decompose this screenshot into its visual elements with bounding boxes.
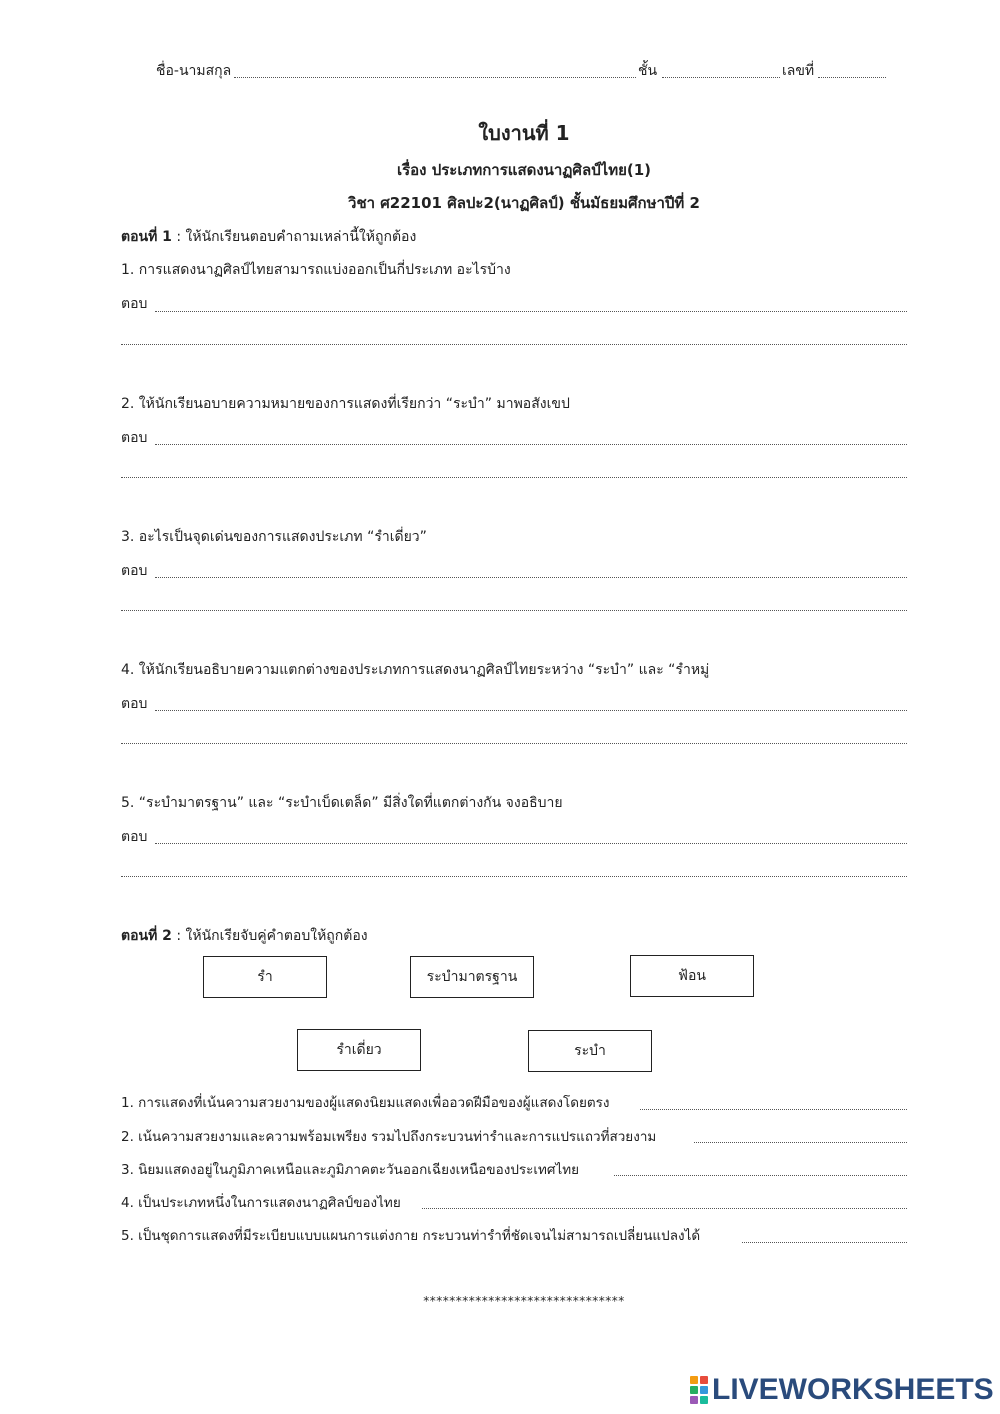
class-label: ชั้น	[638, 63, 658, 79]
choice-box-fon[interactable]: ฟ้อน	[630, 955, 754, 997]
answer-label-5: ตอบ	[121, 829, 148, 845]
name-label: ชื่อ-นามสกุล	[156, 63, 232, 79]
answer-field-4b[interactable]	[121, 743, 907, 744]
match-item-2: 2. เน้นความสวยงามและความพร้อมเพรียง รวมไปถึงกระบวนท่ารำและการแปรแถวที่สวยงาม	[121, 1129, 657, 1145]
logo-mark-icon	[690, 1376, 708, 1404]
answer-field-3a[interactable]	[155, 577, 907, 578]
match-item-3: 3. นิยมแสดงอยู่ในภูมิภาคเหนือและภูมิภาคตะวันออกเฉียงเหนือของประเทศไทย	[121, 1162, 580, 1178]
choice-box-ram[interactable]: รำ	[203, 956, 327, 998]
match-item-5: 5. เป็นชุดการแสดงที่มีระเบียบแบบแผนการแต่งกาย กระบวนท่ารำที่ชัดเจนไม่สามารถเปลี่ยนแปลงได้	[121, 1228, 701, 1244]
match-answer-1[interactable]	[640, 1109, 907, 1110]
course-title: วิชา ศ22101 ศิลปะ2(นาฏศิลป์) ชั้นมัธยมศึกษาปีที่ 2	[348, 194, 700, 212]
answer-label-1: ตอบ	[121, 296, 148, 312]
part2-instruction-text: : ให้นักเรียจับคู่คำตอบให้ถูกต้อง	[171, 928, 368, 944]
answer-label-4: ตอบ	[121, 696, 148, 712]
logo-text: LIVEWORKSHEETS	[712, 1373, 994, 1406]
number-label: เลขที่	[782, 63, 815, 79]
match-answer-3[interactable]	[614, 1175, 907, 1176]
answer-field-2b[interactable]	[121, 477, 907, 478]
question-5: 5. “ระบำมาตรฐาน” และ “ระบำเบ็ดเตล็ด” มีสิ่งใดที่แตกต่างกัน จงอธิบาย	[121, 795, 563, 811]
match-item-1: 1. การแสดงที่เน้นความสวยงามของผู้แสดงนิยมแสดงเพื่ออวดฝีมือของผู้แสดงโดยตรง	[121, 1095, 610, 1111]
part1-heading: ตอนที่ 1	[121, 229, 172, 245]
number-field[interactable]	[818, 77, 886, 78]
question-1: 1. การแสดงนาฏศิลป์ไทยสามารถแบ่งออกเป็นกี่ประเภท อะไรบ้าง	[121, 262, 511, 278]
page-title: ใบงานที่ 1	[478, 121, 570, 145]
answer-field-2a[interactable]	[155, 444, 907, 445]
match-answer-5[interactable]	[742, 1242, 907, 1243]
part2-heading: ตอนที่ 2	[121, 928, 172, 944]
answer-label-2: ตอบ	[121, 430, 148, 446]
class-field[interactable]	[662, 77, 780, 78]
part1-instruction-text: : ให้นักเรียนตอบคำถามเหล่านี้ให้ถูกต้อง	[171, 229, 417, 245]
choice-box-rabam[interactable]: ระบำ	[528, 1030, 652, 1072]
question-4: 4. ให้นักเรียนอธิบายความแตกต่างของประเภทการแสดงนาฏศิลป์ไทยระหว่าง “ระบำ” และ “รำหมู่	[121, 662, 710, 678]
answer-field-1a[interactable]	[155, 311, 907, 312]
part1-instruction	[121, 227, 416, 247]
subtitle: เรื่อง ประเภทการแสดงนาฏศิลป์ไทย(1)	[396, 161, 652, 179]
liveworksheets-logo	[690, 1372, 994, 1408]
match-answer-4[interactable]	[422, 1208, 907, 1209]
question-3: 3. อะไรเป็นจุดเด่นของการแสดงประเภท “รำเดี่ยว”	[121, 529, 427, 545]
part2-instruction	[121, 926, 368, 946]
match-item-4: 4. เป็นประเภทหนึ่งในการแสดงนาฏศิลป์ของไทย	[121, 1195, 401, 1211]
answer-label-3: ตอบ	[121, 563, 148, 579]
question-2: 2. ให้นักเรียนอบายความหมายของการแสดงที่เรียกว่า “ระบำ” มาพอสังเขป	[121, 396, 570, 412]
answer-field-1b[interactable]	[121, 344, 907, 345]
footer-stars: *******************************	[423, 1294, 625, 1308]
choice-box-ram-diao[interactable]: รำเดี่ยว	[297, 1029, 421, 1071]
name-field[interactable]	[234, 77, 636, 78]
answer-field-3b[interactable]	[121, 610, 907, 611]
answer-field-4a[interactable]	[155, 710, 907, 711]
match-answer-2[interactable]	[694, 1142, 907, 1143]
answer-field-5b[interactable]	[121, 876, 907, 877]
answer-field-5a[interactable]	[155, 843, 907, 844]
choice-box-rabam-mattrathan[interactable]: ระบำมาตรฐาน	[410, 956, 534, 998]
